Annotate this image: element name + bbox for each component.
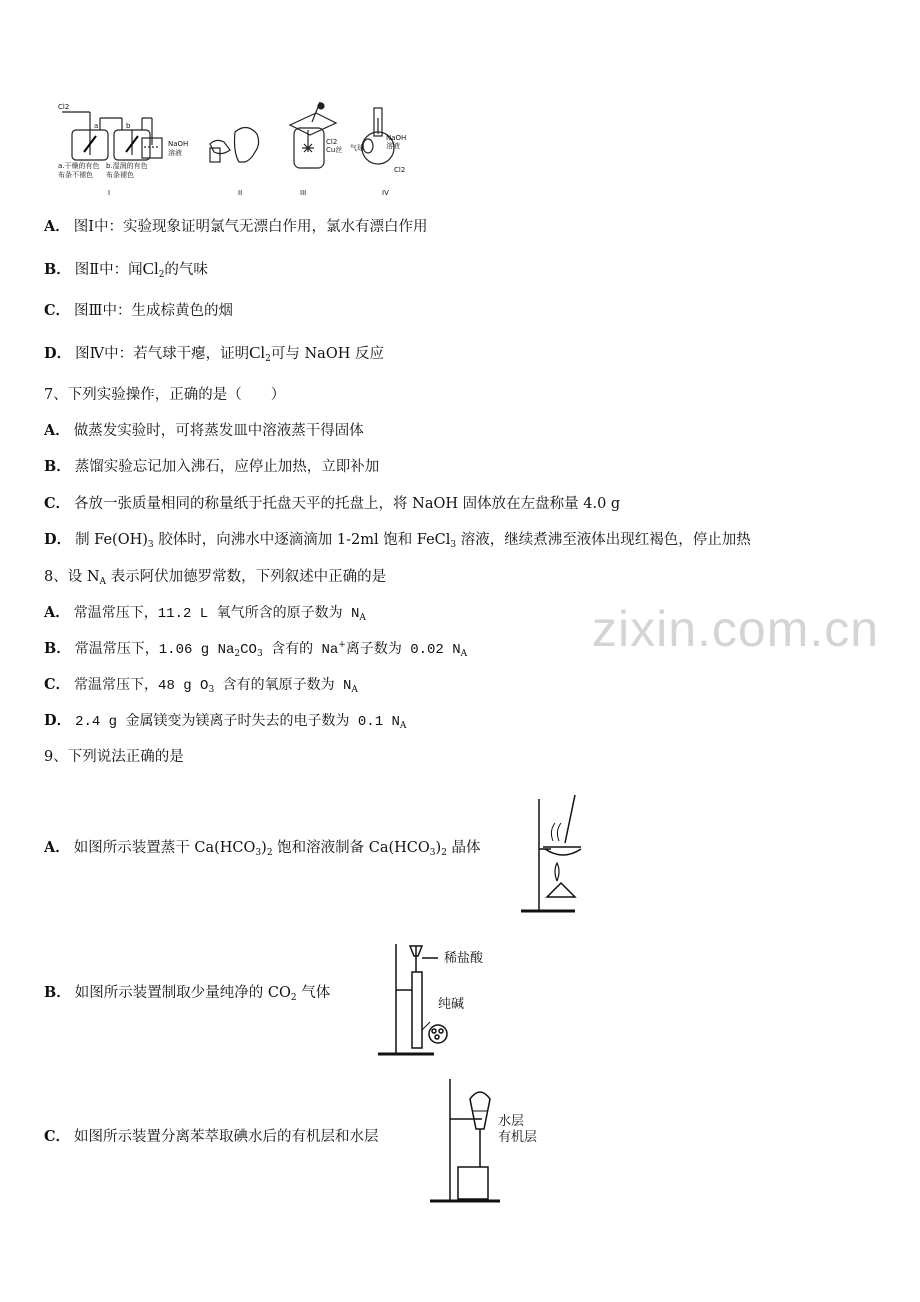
q7-stem: 7、下列实验操作，正确的是（ ） — [44, 387, 286, 403]
soda-label: 纯碱 — [438, 997, 465, 1012]
q7-option-b: B． 蒸馏实验忘记加入沸石，应停止加热，立即补加 — [44, 458, 380, 475]
water-layer-label: 水层 — [498, 1114, 525, 1129]
q8-option-d: D． 2.4 g 金属镁变为镁离子时失去的电子数为 0.1 $N_A$ — [44, 712, 407, 731]
q8-option-b: B． 常温常压下，1.06 g $Na_2CO_3$ 含有的 Na+离子数为 0.02 $N_A$ — [44, 640, 468, 659]
q7-option-d: D． 制 $Fe(OH)_3$ 胶体时，向沸水中逐滴滴加 1-2ml 饱和 FeCl$_3$ 溶液，继续煮沸至液体出现红褐色，停止加热 — [44, 531, 751, 550]
q6-option-b: B． 图Ⅱ中：闻$Cl_2$的气味 — [44, 259, 208, 280]
watermark: zixin.com.cn — [592, 601, 880, 657]
q8-stem: 8、设 $N_A$ 表示阿伏加德罗常数，下列叙述中正确的是 — [44, 569, 387, 587]
acid-label: 稀盐酸 — [444, 951, 484, 966]
q9-option-b: B． 如图所示装置制取少量纯净的 $CO_2$ 气体 — [44, 984, 331, 1003]
q6-option-a: A． 图Ⅰ中：实验现象证明氯气无漂白作用，氯水有漂白作用 — [44, 218, 428, 235]
panel4-balloon-label: 气球 — [350, 144, 364, 152]
panel4-solution-label: 溶液 — [386, 142, 400, 150]
panel4-roman: IV — [382, 189, 389, 197]
top-apparatus-figure — [50, 100, 420, 200]
panel3-roman: III — [300, 189, 307, 197]
panel1-dry-cloth-label: a.干燥的有色 — [58, 162, 100, 170]
evaporation-apparatus-figure — [515, 793, 595, 915]
q8-option-a: A． 常温常压下，11.2 L 氧气所含的原子数为 $N_A$ — [44, 604, 366, 623]
panel1-solution-label: 溶液 — [168, 149, 182, 157]
co2-generation-apparatus-figure — [372, 938, 492, 1060]
q7-option-c: C． 各放一张质量相同的称量纸于托盘天平的托盘上，将 NaOH 固体放在左盘称量 4.0 g — [44, 495, 621, 512]
q9-option-c: C． 如图所示装置分离苯萃取碘水后的有机层和水层 — [44, 1128, 379, 1145]
panel1-bottle-b-label: b — [126, 122, 131, 130]
panel2-roman: II — [238, 189, 243, 197]
q9-option-a: A． 如图所示装置蒸干 $Ca(HCO_3)_2$ 饱和溶液制备 $Ca(HCO_3)_2$ 晶体 — [44, 839, 481, 858]
q8-option-c: C． 常温常压下，48 g $O_3$ 含有的氧原子数为 $N_A$ — [44, 676, 358, 695]
panel4-gas-label: Cl2 — [394, 166, 406, 174]
organic-layer-label: 有机层 — [498, 1130, 538, 1145]
q6-option-c: C． 图Ⅲ中：生成棕黄色的烟 — [44, 302, 234, 319]
q6-option-d: D． 图Ⅳ中：若气球干瘪，证明$Cl_2$可与 NaOH 反应 — [44, 343, 384, 364]
panel1-dry-cloth-label-2: 布条不褪色 — [58, 171, 93, 179]
panel1-gas-label: Cl2 — [58, 103, 70, 111]
panel4-naoh-label: NaOH — [386, 134, 407, 142]
panel1-naoh-label: NaOH — [168, 140, 189, 148]
separatory-funnel-figure — [422, 1077, 552, 1205]
panel1-wet-cloth-label-2: 布条褪色 — [106, 171, 134, 179]
panel3-metal-label: Cu丝 — [326, 146, 343, 154]
panel3-gas-label: Cl2 — [326, 138, 338, 146]
panel1-bottle-a-label: a — [94, 122, 99, 130]
q9-stem: 9、下列说法正确的是 — [44, 749, 184, 765]
panel1-wet-cloth-label: b.湿润的有色 — [106, 162, 148, 170]
panel1-roman: I — [108, 189, 111, 197]
q7-option-a: A． 做蒸发实验时，可将蒸发皿中溶液蒸干得固体 — [44, 422, 364, 439]
